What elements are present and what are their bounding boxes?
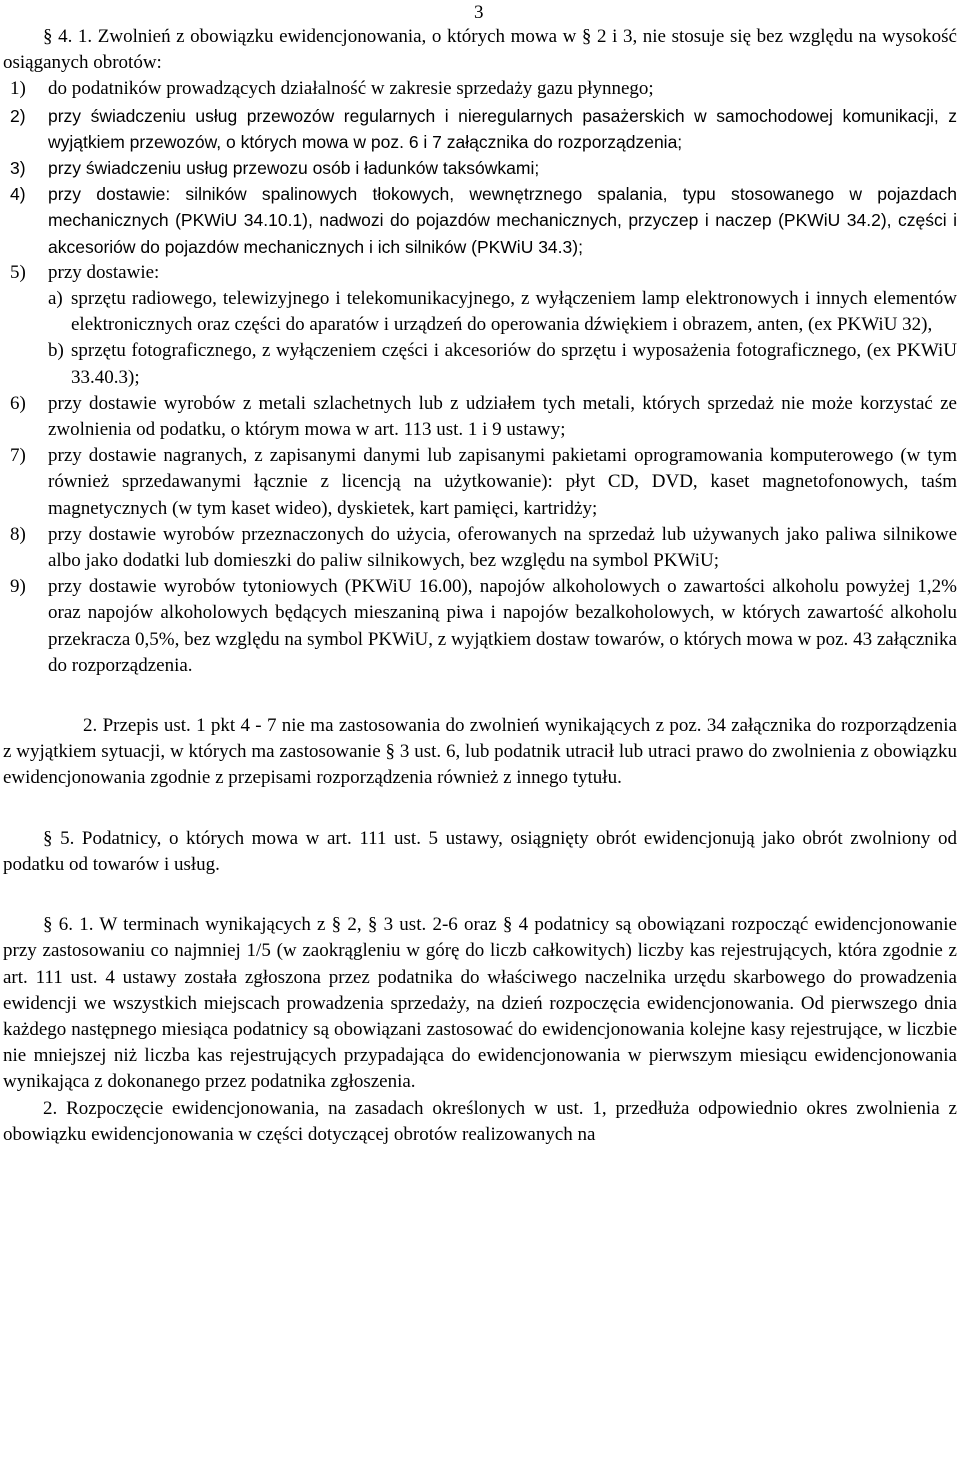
- list-item-6: [3, 391, 957, 443]
- list-item-5: [3, 260, 957, 286]
- sub-item-text: sprzętu fotograficznego, z wyłączeniem części i akcesoriów do sprzętu i wyposażenia fotograficznego, (ex PKWiU 33.40.3);: [71, 340, 957, 388]
- paragraph-5: § 5. Podatnicy, o których mowa w art. 111 ust. 5 ustawy, osiągnięty obrót ewidencjonują jako obrót zwolniony od podatku od towarów i usług.: [3, 827, 957, 875]
- spacer: [3, 878, 957, 912]
- item-number: 7): [10, 445, 26, 467]
- item-number: 5): [10, 261, 26, 283]
- item-text: przy świadczeniu usług przewozu osób i ładunków taksówkami;: [48, 158, 540, 179]
- list-item-9: [3, 574, 957, 679]
- sub-item-a: [3, 286, 957, 338]
- item-number: 3): [10, 158, 26, 179]
- paragraph-6-2: 2. Rozpoczęcie ewidencjonowania, na zasadach określonych w ust. 1, przedłuża odpowiednio okres zwolnienia z obowiązku ewidencjonowania w części dotyczącej obrotów realizowanych na: [3, 1097, 957, 1145]
- item-text: przy dostawie wyrobów tytoniowych (PKWiU 16.00), napojów alkoholowych o zawartości alkoholu powyżej 1,2% oraz napojów alkoholowych będących mieszaniną piwa i napojów bezalkoholowych, w których zawartość alkoholu przekracza 0,5%, bez względu na symbol PKWiU, z wyjątkiem dostaw towarów, o których mowa w poz. 43 załącznika do rozporządzenia.: [48, 576, 957, 676]
- item-text: przy dostawie wyrobów z metali szlachetnych lub z udziałem tych metali, których sprzedaż nie może korzystać ze zwolnienia od podatku, o którym mowa w art. 113 ust. 1 i 9 ustawy;: [48, 392, 957, 441]
- list-item-1: [3, 76, 957, 102]
- document-body: [3, 24, 957, 1148]
- paragraph-6-1: § 6. 1. W terminach wynikających z § 2, § 3 ust. 2-6 oraz § 4 podatnicy są obowiązani rozpocząć ewidencjonowanie przy zastosowaniu co najmniej 1/5 (w zaokrągleniu w górę do liczb całkowitych) liczby kas rejestrujących, która zgodnie z art. 111 ust. 4 ustawy została zgłoszona przez podatnika do właściwego naczelnika urzędu skarbowego do prowadzenia ewidencji we wszystkich miejscach prowadzenia sprzedaży, na dzień rozpoczęcia ewidencjonowania. Od pierwszego dnia każdego następnego miesiąca podatnicy są obowiązani zastosować do ewidencjonowania kolejne kasy rejestrujące, w liczbie nie mniejszej niż liczba kas rejestrujących przypadająca do ewidencjonowania w pierwszym miesiącu ewidencjonowania wynikająca z dokonanego przez podatnika zgłoszenia.: [3, 914, 957, 1093]
- spacer: [3, 792, 957, 826]
- list-item-4: [3, 181, 957, 260]
- item-number: 8): [10, 523, 26, 545]
- item-number: 4): [10, 184, 26, 205]
- list-item-3: [3, 155, 957, 181]
- list-item-8: [3, 522, 957, 574]
- item-number: 2): [10, 105, 26, 126]
- sub-item-text: sprzętu radiowego, telewizyjnego i telekomunikacyjnego, z wyłączeniem lamp elektronowych i innych elementów elektronicznych oraz części do aparatów i urządzeń do operowania dźwiękiem i obrazem, anten, (ex PKWiU 32),: [71, 288, 957, 336]
- paragraph-4-2: 2. Przepis ust. 1 pkt 4 - 7 nie ma zastosowania do zwolnień wynikających z poz. 34 załącznika do rozporządzenia z wyjątkiem sytuacji, w których ma zastosowanie § 3 ust. 6, lub podatnik utracił lub utraci prawo do zwolnienia z obowiązku ewidencjonowania zgodnie z przepisami rozporządzenia również z innego tytułu.: [3, 715, 957, 789]
- item-text: przy dostawie: silników spalinowych tłokowych, wewnętrznego spalania, typu stosowanego w pojazdach mechanicznych (PKWiU 34.10.1), nadwozi do pojazdów mechanicznych, przyczep i naczep (PKWiU 34.2), części i akcesoriów do pojazdów mechanicznych i ich silników (PKWiU 34.3);: [48, 184, 957, 257]
- paragraph-4-1: § 4. 1. Zwolnień z obowiązku ewidencjonowania, o których mowa w § 2 i 3, nie stosuje się bez względu na wysokość osiąganych obrotów:: [3, 26, 957, 74]
- sub-item-letter: a): [48, 288, 63, 310]
- sub-item-letter: b): [48, 340, 64, 362]
- item-text: przy świadczeniu usług przewozów regularnych i nieregularnych pasażerskich w samochodowej komunikacji, z wyjątkiem przewozów, o których mowa w poz. 6 i 7 załącznika do rozporządzenia;: [48, 105, 957, 152]
- page-number: 3: [474, 2, 484, 23]
- list-item-2: [3, 103, 957, 155]
- item-text: przy dostawie nagranych, z zapisanymi danymi lub zapisanymi pakietami oprogramowania komputerowego (w tym również sprzedawanymi łącznie z licencją na użytkowanie): płyt CD, DVD, kaset magnetofonowych, taśm magnetycznych (w tym kaset wideo), dyskietek, kart pamięci, kartridży;: [48, 445, 957, 519]
- item-number: 9): [10, 576, 26, 598]
- spacer: [3, 679, 957, 713]
- item-number: 6): [10, 392, 26, 414]
- list-item-7: [3, 443, 957, 522]
- item-number: 1): [10, 78, 26, 100]
- item-text: przy dostawie wyrobów przeznaczonych do użycia, oferowanych na sprzedaż lub używanych jako paliwa silnikowe albo jako dodatki lub domieszki do paliw silnikowych, bez względu na symbol PKWiU;: [48, 523, 957, 572]
- item-text: do podatników prowadzących działalność w zakresie sprzedaży gazu płynnego;: [48, 78, 654, 100]
- item-text: przy dostawie:: [48, 261, 160, 283]
- sub-item-b: [3, 338, 957, 390]
